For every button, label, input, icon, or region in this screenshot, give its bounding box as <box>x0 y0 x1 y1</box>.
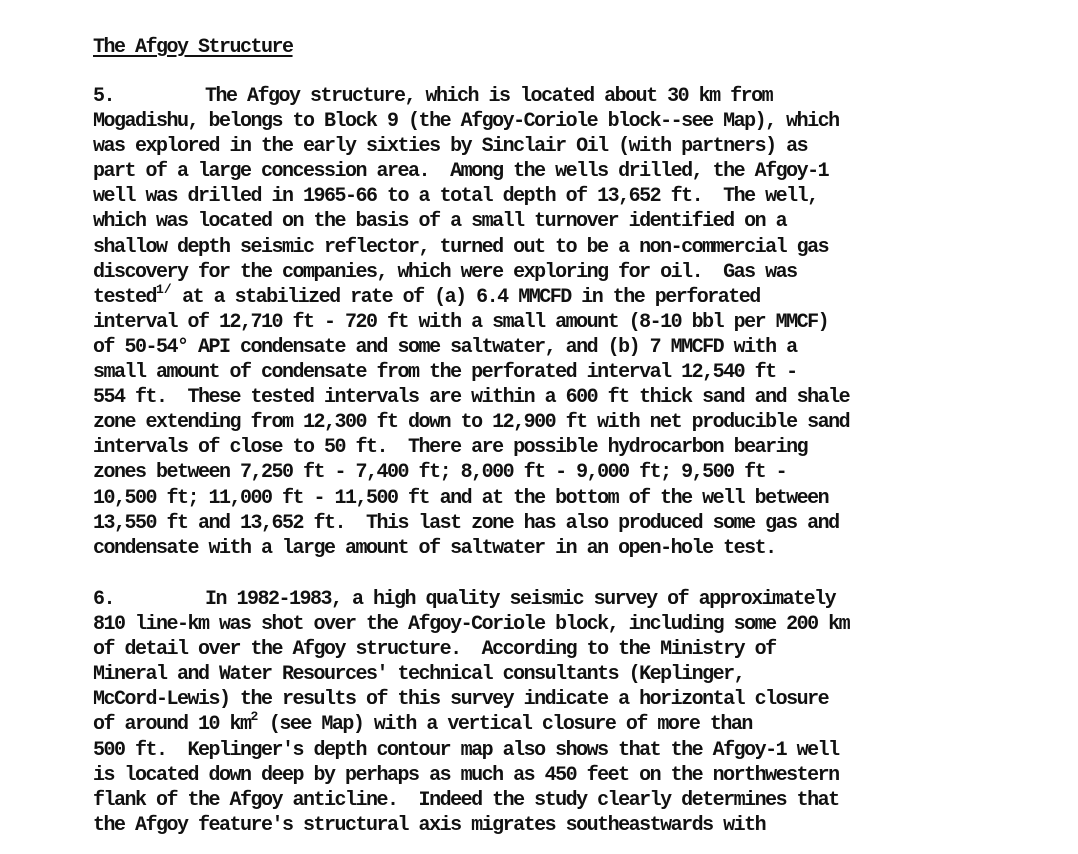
paragraph-line: condensate with a large amount of saltwater in an open-hole test. <box>93 536 776 560</box>
paragraph-line <box>93 709 1023 737</box>
paragraph-line: was explored in the early sixties by Sinclair Oil (with partners) as <box>93 135 808 159</box>
paragraph-line: interval of 12,710 ft - 720 ft with a small amount (8-10 bbl per MMCF) <box>93 310 829 334</box>
paragraph-line: Mineral and Water Resources' technical consultants (Keplinger, <box>93 663 745 687</box>
paragraph-line: 10,500 ft; 11,000 ft - 11,500 ft and at the bottom of the well between <box>93 486 829 510</box>
superscript-exponent: 2 <box>250 709 259 725</box>
paragraph-line: 554 ft. These tested intervals are within a 600 ft thick sand and shale <box>93 386 850 410</box>
paragraph-text: at a stabilized rate of (a) 6.4 MMCFD in the perforated <box>171 285 760 309</box>
paragraph-text: In 1982-1983, a high quality seismic survey of approximately <box>205 588 836 611</box>
paragraph-line: is located down deep by perhaps as much as 450 feet on the northwestern <box>93 763 839 787</box>
paragraph-line: the Afgoy feature's structural axis migrates southeastwards with <box>93 813 766 837</box>
paragraph-text: The Afgoy structure, which is located about 30 km from <box>205 85 773 108</box>
paragraph-number: 5. <box>93 85 115 108</box>
paragraph-line: intervals of close to 50 ft. There are possible hydrocarbon bearing <box>93 436 808 460</box>
tested-word: tested <box>93 285 157 309</box>
section-heading: The Afgoy Structure <box>93 36 293 59</box>
paragraph-6 <box>93 587 1023 838</box>
paragraph-line: zone extending from 12,300 ft down to 12,900 ft with net producible sand <box>93 411 850 435</box>
paragraph-line: 500 ft. Keplinger's depth contour map also shows that the Afgoy-1 well <box>93 738 839 762</box>
paragraph-line: shallow depth seismic reflector, turned out to be a non-commercial gas <box>93 235 829 259</box>
paragraph-line <box>93 281 1023 310</box>
paragraph-line: 810 line-km was shot over the Afgoy-Coriole block, including some 200 km <box>93 613 850 637</box>
paragraph-line: part of a large concession area. Among the wells drilled, the Afgoy-1 <box>93 160 829 184</box>
paragraph-number: 6. <box>93 588 115 611</box>
paragraph-line <box>93 587 1023 612</box>
paragraph-line: of 50-54° API condensate and some saltwater, and (b) 7 MMCFD with a <box>93 335 797 359</box>
paragraph-line: well was drilled in 1965-66 to a total depth of 13,652 ft. The well, <box>93 185 818 209</box>
paragraph-line: zones between 7,250 ft - 7,400 ft; 8,000 ft - 9,000 ft; 9,500 ft - <box>93 461 787 485</box>
paragraph-line <box>93 84 1023 109</box>
paragraph-text: (see Map) with a vertical closure of more than <box>258 713 752 737</box>
paragraph-line: discovery for the companies, which were exploring for oil. Gas was <box>93 260 797 284</box>
paragraph-line: 13,550 ft and 13,652 ft. This last zone has also produced some gas and <box>93 511 839 535</box>
paragraph-line: small amount of condensate from the perforated interval 12,540 ft - <box>93 361 797 385</box>
paragraph-line: Mogadishu, belongs to Block 9 (the Afgoy-Coriole block--see Map), which <box>93 110 839 134</box>
paragraph-line: which was located on the basis of a small turnover identified on a <box>93 210 787 234</box>
footnote-reference: 1/ <box>156 281 172 297</box>
paragraph-text: of around 10 km <box>93 713 251 737</box>
paragraph-5 <box>93 84 1023 561</box>
paragraph-line: McCord-Lewis) the results of this survey indicate a horizontal closure <box>93 688 829 712</box>
paragraph-line: of detail over the Afgoy structure. According to the Ministry of <box>93 638 776 662</box>
paragraph-line: flank of the Afgoy anticline. Indeed the study clearly determines that <box>93 788 839 812</box>
